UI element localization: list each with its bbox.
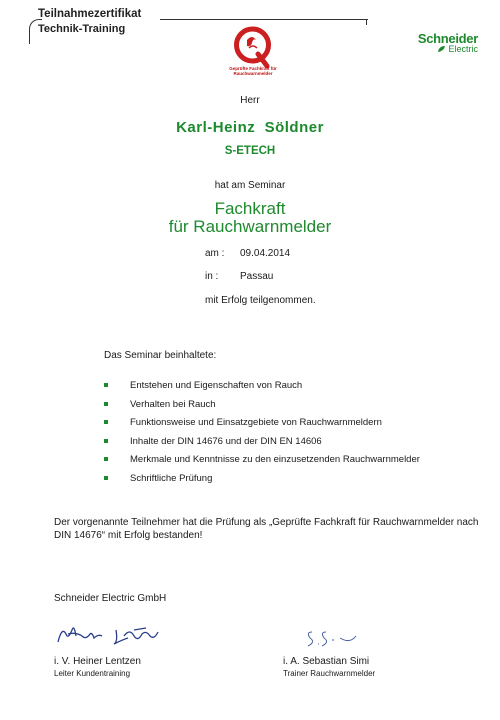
bullet-icon: [104, 476, 108, 480]
header-corner-line: [29, 19, 42, 44]
bullet-icon: [104, 457, 108, 461]
brand-name: Schneider: [417, 31, 478, 46]
brand-sub: [398, 44, 478, 54]
participant-company: S-ETECH: [224, 145, 276, 157]
list-item-label: Merkmale und Kenntnisse zu den einzusetzenden Rauchwarnmelder: [130, 454, 420, 466]
bullet-icon: [104, 383, 108, 387]
signature-left-role: Leiter Kundentraining: [54, 669, 131, 678]
signature-left-name: i. V. Heiner Lentzen: [54, 656, 141, 667]
quality-seal-icon: [225, 26, 280, 70]
signature-left-image: [54, 618, 184, 654]
place-value: Passau: [240, 271, 274, 282]
participant-name: Karl-Heinz Söldner: [176, 119, 324, 136]
closing-statement: Der vorgenannte Teilnehmer hat die Prüfung als „Geprüfte Fachkraft für Rauchwarnmelder nach DIN 14676“ mit Erfolg bestanden!: [54, 517, 479, 541]
list-item-label: Schriftliche Prüfung: [130, 472, 213, 484]
bullet-icon: [104, 439, 108, 443]
brand-sub-label: Electric: [448, 44, 478, 54]
place-label: in :: [205, 271, 219, 282]
certificate-header-title: Teilnahmezertifikat: [38, 8, 142, 20]
bullet-icon: [104, 402, 108, 406]
certificate-header-subtitle: Technik-Training: [38, 23, 126, 35]
quality-seal-logo: [225, 26, 280, 88]
seminar-intro: hat am Seminar: [214, 180, 286, 191]
date-label: am :: [205, 248, 225, 259]
brand-leaf-icon: [437, 45, 446, 53]
header-rule: [160, 19, 368, 20]
content-intro: Das Seminar beinhaltete:: [104, 350, 217, 361]
signature-right-role: Trainer Rauchwarnmelder: [283, 669, 376, 678]
list-item-label: Entstehen und Eigenschaften von Rauch: [130, 380, 303, 391]
signature-right-image: [300, 618, 380, 654]
salutation: Herr: [240, 95, 260, 106]
course-title-line1: Fachkraft: [214, 199, 286, 218]
issuing-organization: Schneider Electric GmbH: [54, 593, 167, 604]
header-rule-end: [366, 19, 367, 25]
handwritten-signature-icon: [300, 618, 380, 654]
date-value: 09.04.2014: [240, 248, 291, 259]
course-title-line2: für Rauchwarnmelder: [168, 217, 332, 236]
quality-seal-caption: Geprüfte Fachkraft für Rauchwarnmelder: [229, 66, 277, 76]
handwritten-signature-icon: [54, 618, 184, 654]
completion-text: mit Erfolg teilgenommen.: [205, 295, 316, 306]
brand-logo: [398, 31, 478, 54]
list-item-label: Inhalte der DIN 14676 und der DIN EN 14606: [130, 435, 322, 447]
signature-right-name: i. A. Sebastian Simi: [283, 656, 370, 667]
bullet-icon: [104, 420, 108, 424]
list-item-label: Verhalten bei Rauch: [130, 398, 216, 410]
list-item-label: Funktionsweise und Einsatzgebiete von Rauchwarnmeldern: [130, 417, 382, 429]
